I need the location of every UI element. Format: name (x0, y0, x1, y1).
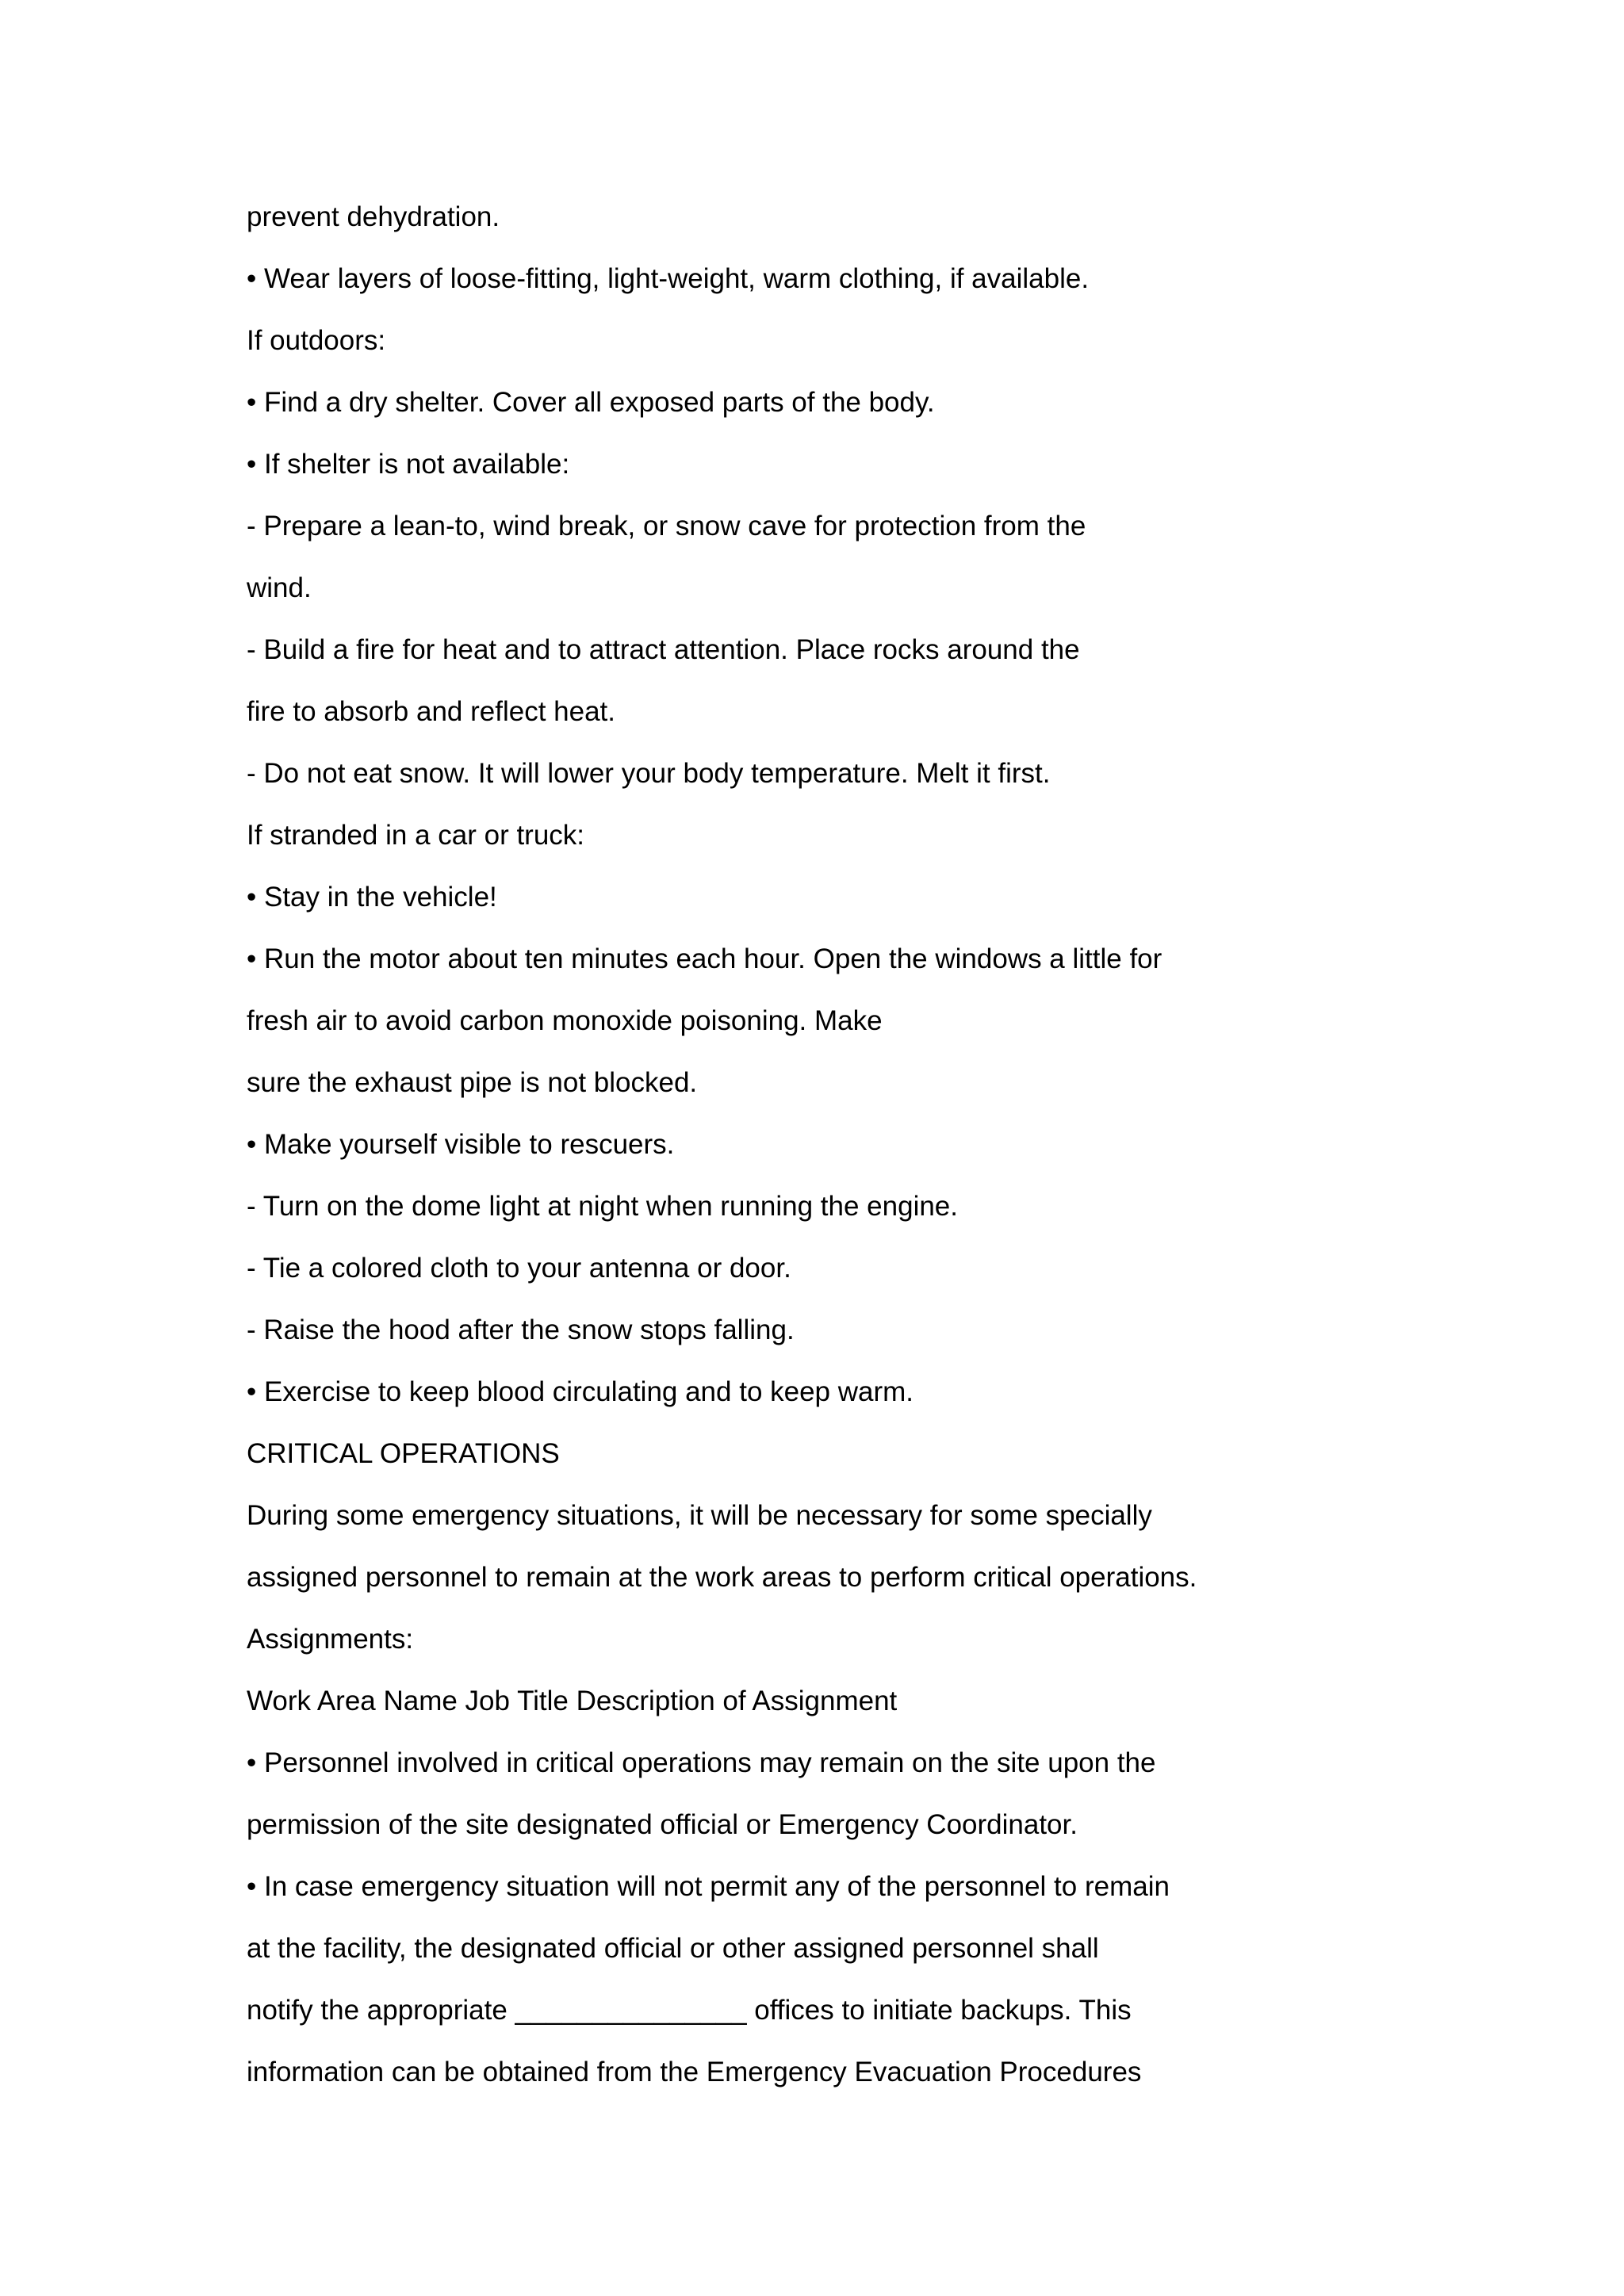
bullet-item: • Personnel involved in critical operations may remain on the site upon the (247, 1747, 1156, 1778)
sub-item: - Turn on the dome light at night when running the engine. (247, 1191, 958, 1222)
text-line: prevent dehydration. (247, 201, 500, 232)
bullet-item: • In case emergency situation will not permit any of the personnel to remain (247, 1871, 1170, 1902)
section-label: Assignments: (247, 1624, 414, 1655)
bullet-item: • Find a dry shelter. Cover all exposed parts of the body. (247, 387, 935, 418)
text-line: wind. (247, 572, 312, 603)
text-line: During some emergency situations, it will be necessary for some specially (247, 1500, 1152, 1531)
sub-item: - Prepare a lean-to, wind break, or snow cave for protection from the (247, 511, 1086, 541)
text-line: sure the exhaust pipe is not blocked. (247, 1067, 698, 1098)
text-line: notify the appropriate _______________ offices to initiate backups. This (247, 1995, 1132, 2026)
section-label: If stranded in a car or truck: (247, 820, 585, 851)
sub-item: - Raise the hood after the snow stops falling. (247, 1314, 795, 1345)
bullet-item: • Make yourself visible to rescuers. (247, 1129, 675, 1160)
text-line: at the facility, the designated official or other assigned personnel shall (247, 1933, 1099, 1964)
text-line: fire to absorb and reflect heat. (247, 696, 615, 727)
bullet-item: • Exercise to keep blood circulating and to keep warm. (247, 1376, 914, 1407)
bullet-item: • If shelter is not available: (247, 449, 570, 480)
sub-item: - Do not eat snow. It will lower your body temperature. Melt it first. (247, 758, 1051, 789)
bullet-item: • Stay in the vehicle! (247, 882, 497, 913)
bullet-item: • Wear layers of loose-fitting, light-weight, warm clothing, if available. (247, 263, 1090, 294)
text-line: permission of the site designated official or Emergency Coordinator. (247, 1809, 1078, 1840)
bullet-item: • Run the motor about ten minutes each hour. Open the windows a little for (247, 943, 1162, 974)
sub-item: - Build a fire for heat and to attract attention. Place rocks around the (247, 634, 1080, 665)
section-heading: CRITICAL OPERATIONS (247, 1438, 560, 1469)
sub-item: - Tie a colored cloth to your antenna or door. (247, 1253, 791, 1284)
text-line: information can be obtained from the Emergency Evacuation Procedures (247, 2057, 1142, 2087)
document-body (247, 196, 1436, 2113)
section-label: If outdoors: (247, 325, 386, 356)
text-line: assigned personnel to remain at the work areas to perform critical operations. (247, 1562, 1197, 1593)
text-line: fresh air to avoid carbon monoxide poisoning. Make (247, 1005, 883, 1036)
table-header-line: Work Area Name Job Title Description of Assignment (247, 1686, 898, 1716)
